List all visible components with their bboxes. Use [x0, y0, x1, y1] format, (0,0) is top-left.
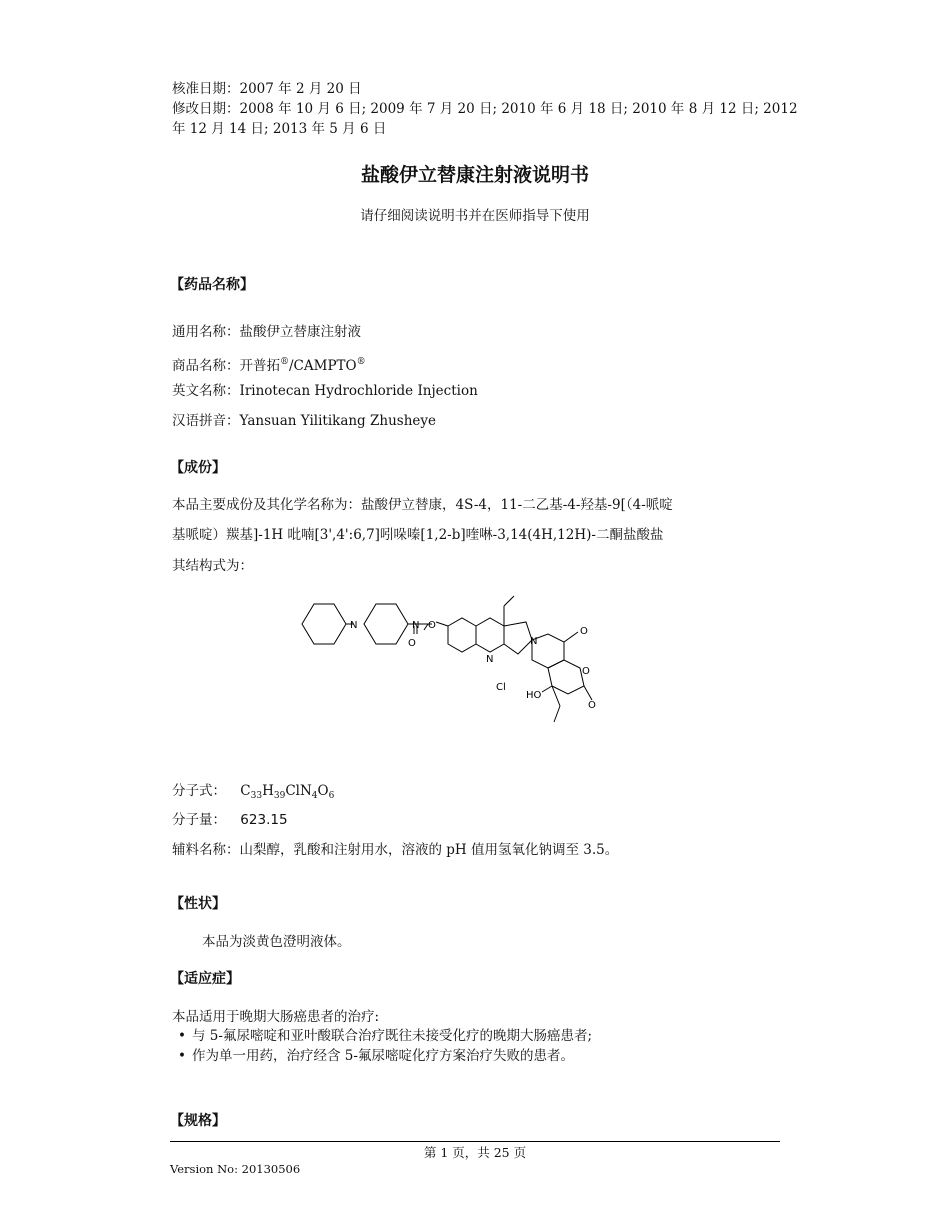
registered-mark: ®	[280, 357, 289, 367]
piperidine-ring-1	[302, 604, 346, 644]
atom-n4: N	[530, 636, 538, 647]
atom-hydroxyl: HO	[526, 690, 542, 701]
chemical-name-line2: 基哌啶）羰基]-1H 吡喃[3',4':6,7]吲哚嗪[1,2-b]喹啉-3,14(4H,12H)-二酮盐酸盐	[172, 527, 664, 543]
english-name: 英文名称：Irinotecan Hydrochloride Injection	[172, 383, 478, 399]
pyridine-ring	[476, 618, 504, 652]
formula-value	[240, 783, 334, 799]
piperidine-ring-2	[364, 604, 408, 644]
formula-label: 分子式：	[172, 783, 226, 799]
mw-value: 623.15	[240, 812, 288, 828]
list-item: • 与 5-氟尿嘧啶和亚叶酸联合治疗既往未接受化疗的晚期大肠癌患者;	[176, 1026, 592, 1046]
atom-o-carbonyl-linker: O	[408, 638, 416, 649]
revision-dates-line1: 修改日期：2008 年 10 月 6 日; 2009 年 7 月 20 日; 2010 年 6 月 18 日; 2010 年 8 月 12 日; 2012	[172, 101, 798, 117]
document-title: 盐酸伊立替康注射液说明书	[360, 164, 589, 186]
formula-o-count: 6	[328, 791, 335, 801]
pyrrole-ring	[504, 622, 532, 654]
formula-c: C	[240, 783, 251, 799]
section-heading-indications: 【适应症】	[170, 971, 240, 987]
chemical-name-line1: 本品主要成份及其化学名称为：盐酸伊立替康，4S-4，11-二乙基-4-羟基-9[（4-哌啶	[172, 497, 673, 513]
benzene-ring	[448, 618, 476, 652]
atom-n3: N	[486, 654, 494, 665]
approval-date: 核准日期：2007 年 2 月 20 日	[172, 81, 362, 97]
formula-n-count: 4	[311, 791, 318, 801]
atom-n1: N	[350, 620, 358, 631]
atom-o-ester: O	[428, 620, 436, 631]
pinyin-name: 汉语拼音：Yansuan Yilitikang Zhusheye	[172, 413, 436, 429]
page-number: 第 1 页，共 25 页	[423, 1145, 527, 1160]
counterion-chloride: Cl	[496, 682, 506, 693]
generic-name: 通用名称：盐酸伊立替康注射液	[172, 324, 361, 340]
footer-divider	[170, 1141, 780, 1142]
formula-h: H	[262, 783, 274, 799]
indications-intro: 本品适用于晚期大肠癌患者的治疗:	[172, 1009, 380, 1025]
formula-h-count: 39	[273, 791, 286, 801]
atom-o-lactone: O	[588, 700, 596, 711]
section-heading-description: 【性状】	[170, 896, 226, 912]
molecular-weight	[172, 811, 288, 829]
registered-mark: ®	[356, 357, 366, 367]
indications-list	[176, 1026, 592, 1066]
section-heading-composition: 【成份】	[170, 460, 226, 476]
chemical-structure-diagram	[290, 582, 630, 742]
excipients: 辅料名称：山梨醇，乳酸和注射用水，溶液的 pH 值用氢氧化钠调至 3.5。	[172, 842, 619, 858]
formula-c-count: 33	[250, 791, 263, 801]
section-heading-drug-name: 【药品名称】	[170, 277, 254, 293]
trade-name-prefix: 商品名称：开普拓	[172, 358, 280, 374]
atom-n2: N	[412, 620, 420, 631]
trade-name-campto: /CAMPTO	[289, 358, 357, 374]
list-item: • 作为单一用药，治疗经含 5-氟尿嘧啶化疗方案治疗失败的患者。	[176, 1046, 592, 1066]
molecular-formula	[172, 782, 334, 805]
atom-o-ketone: O	[580, 626, 588, 637]
trade-name	[172, 353, 366, 375]
mw-label: 分子量：	[172, 812, 226, 828]
revision-dates-line2: 年 12 月 14 日; 2013 年 5 月 6 日	[172, 121, 387, 137]
structure-label: 其结构式为：	[172, 558, 253, 574]
formula-cln: ClN	[285, 783, 312, 799]
description-text: 本品为淡黄色澄明液体。	[202, 934, 351, 950]
atom-o-ring: O	[582, 666, 590, 677]
version-number: Version No: 20130506	[170, 1162, 301, 1176]
formula-o: O	[317, 783, 329, 799]
document-subtitle: 请仔细阅读说明书并在医师指导下使用	[360, 208, 590, 224]
section-heading-specification: 【规格】	[170, 1113, 226, 1129]
